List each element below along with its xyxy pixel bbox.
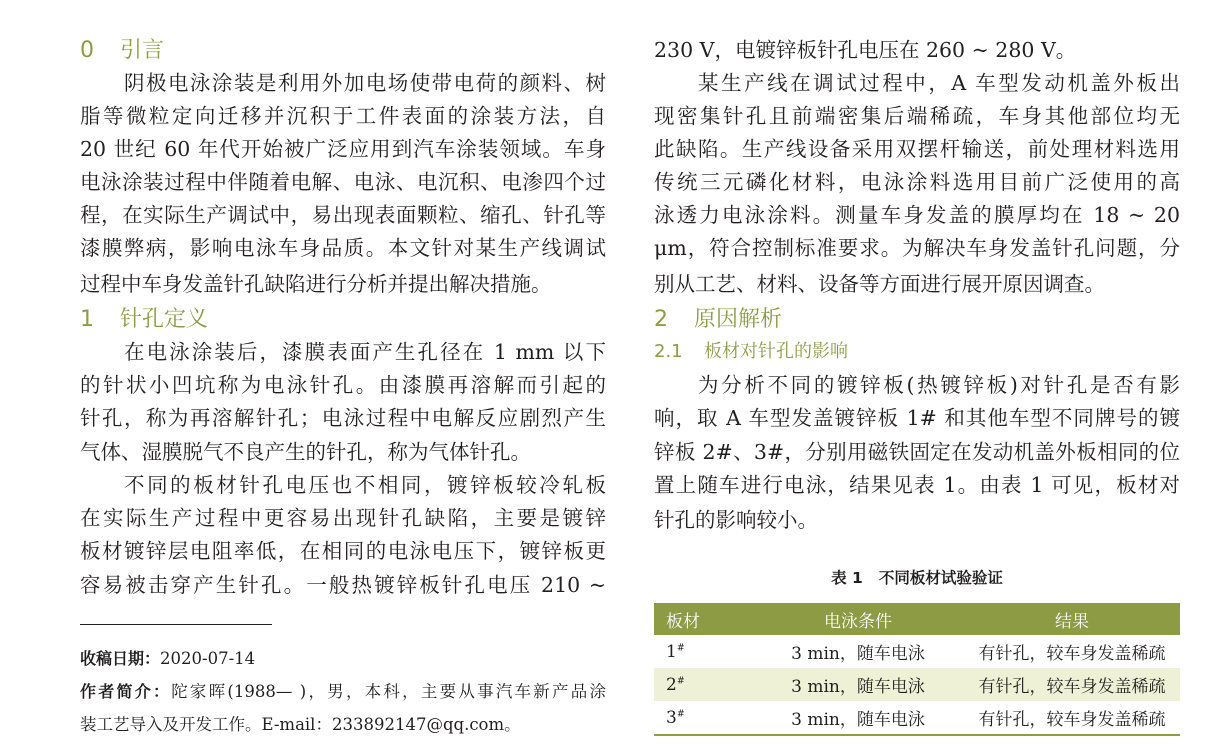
- paragraph-line: 230 V，电镀锌板针孔电压在 260 ~ 280 V。: [654, 38, 1077, 62]
- result-cell: 有针孔，较车身发盖稀疏: [964, 701, 1180, 735]
- footnote-divider: [80, 624, 272, 625]
- table-header-row: [654, 603, 1180, 635]
- section-2-heading: [654, 305, 782, 335]
- result-cell: 有针孔，较车身发盖稀疏: [978, 644, 1166, 664]
- paragraph-line: 漆膜弊病，影响电泳车身品质。本文针对某生产线调试: [80, 236, 606, 260]
- data-table: [654, 603, 1180, 736]
- section-title: 引言: [120, 38, 165, 63]
- paragraph-line: 20 世纪 60 年代开始被广泛应用到汽车涂装领域。车身: [80, 137, 606, 161]
- received-date: [80, 644, 606, 674]
- section-number: 2: [654, 307, 668, 332]
- author-label: 作者简介：: [80, 682, 172, 701]
- board-cell: [654, 635, 752, 668]
- paragraph-line: 脂等微粒定向迁移并沉积于工件表面的涂装方法，自: [80, 104, 606, 128]
- table-title: 不同板材试验验证: [878, 569, 1003, 587]
- column-header-board: 板材: [654, 603, 752, 635]
- section-2-1-heading: [654, 339, 848, 365]
- condition-cell: 3 min，随车电泳: [752, 668, 964, 701]
- table-row: [654, 635, 1180, 668]
- board-mark: #: [676, 707, 685, 719]
- result-cell: 有针孔，较车身发盖稀疏: [964, 668, 1180, 701]
- table-row: [654, 668, 1180, 701]
- paragraph-line: 现密集针孔且前端密集后端稀疏，车身其他部位均无: [654, 104, 1180, 128]
- paragraph-line: 置上随车进行电泳，结果见表 1。由表 1 可见，板材对: [654, 473, 1180, 497]
- column-header-condition: 电泳条件: [752, 603, 964, 635]
- board-number: 1: [666, 641, 677, 662]
- board-mark: #: [676, 674, 685, 686]
- paragraph-line: 传统三元磷化材料，电泳涂料选用目前广泛使用的高: [654, 170, 1180, 194]
- section-number: 0: [80, 38, 94, 63]
- paragraph-line: 针孔的影响较小。: [654, 508, 818, 532]
- condition-cell: 3 min，随车电泳: [791, 644, 925, 664]
- paragraph-line: 阴极电泳涂装是利用外加电场使带电荷的颜料、树: [124, 71, 606, 95]
- received-label: 收稿日期：: [80, 649, 161, 668]
- paragraph-line: 响，取 A 车型发盖镀锌板 1# 和其他车型不同牌号的镀: [654, 406, 1180, 430]
- paragraph-line: 此缺陷。生产线设备采用双摆杆输送，前处理材料选用: [654, 137, 1180, 161]
- paragraph-line: 电泳涂装过程中伴随着电解、电泳、电沉积、电渗四个过: [80, 170, 606, 194]
- author-bio-text: 陀家晖(1988— )，男，本科，主要从事汽车新产品涂: [171, 682, 606, 701]
- section-title: 针孔定义: [120, 307, 209, 332]
- paragraph-line: 板材镀锌层电阻率低，在相同的电泳电压下，镀锌板更: [80, 539, 606, 563]
- paragraph-line: 的针状小凹坑称为电泳针孔。由漆膜再溶解而引起的: [80, 373, 606, 397]
- board-number: 2: [666, 674, 677, 695]
- paragraph-line: 锌板 2#、3#，分别用磁铁固定在发动机盖外板相同的位: [654, 440, 1180, 464]
- section-0-heading: [80, 36, 164, 66]
- section-title: 原因解析: [694, 307, 783, 332]
- subsection-number: 2.1: [654, 341, 683, 362]
- paragraph-line: 气体、湿膜脱气不良产生的针孔，称为气体针孔。: [80, 440, 531, 464]
- paragraph-line: μm，符合控制标准要求。为解决车身发盖针孔问题，分: [654, 236, 1180, 260]
- board-mark: #: [676, 641, 685, 653]
- paragraph-line: 在电泳涂装后，漆膜表面产生孔径在 1 mm 以下: [124, 340, 606, 364]
- paragraph-line: 为分析不同的镀锌板(热镀锌板)对针孔是否有影: [698, 373, 1180, 397]
- paragraph-line: 容易被击穿产生针孔。一般热镀锌板针孔电压 210 ~: [80, 573, 606, 597]
- section-number: 1: [80, 307, 94, 332]
- table-row: [654, 701, 1180, 735]
- paragraph-line: 过程中车身发盖针孔缺陷进行分析并提出解决措施。: [80, 272, 552, 296]
- section-1-heading: [80, 305, 208, 335]
- paragraph-line: 不同的板材针孔电压也不相同，镀锌板较冷轧板: [124, 473, 606, 497]
- paragraph-line: 别从工艺、材料、设备等方面进行展开原因调查。: [654, 272, 1105, 296]
- paragraph-line: 在实际生产过程中更容易出现针孔缺陷，主要是镀锌: [80, 506, 606, 530]
- condition-cell: 3 min，随车电泳: [752, 701, 964, 735]
- subsection-title: 板材对针孔的影响: [704, 341, 848, 362]
- board-number: 3: [666, 707, 677, 728]
- paragraph-line: 某生产线在调试过程中，A 车型发动机盖外板出: [698, 71, 1180, 95]
- author-bio-line: 装工艺导入及开发工作。E-mail：233892147@qq.com。: [80, 715, 521, 734]
- table-number: 表 1: [831, 569, 863, 587]
- column-header-result: 结果: [964, 603, 1180, 635]
- paragraph-line: 程，在实际生产调试中，易出现表面颗粒、缩孔、针孔等: [80, 203, 606, 227]
- received-value: 2020-07-14: [160, 649, 256, 668]
- table-caption: [654, 566, 1180, 590]
- board-cell: [654, 701, 752, 735]
- board-cell: [654, 668, 752, 701]
- paragraph-line: 针孔，称为再溶解针孔；电泳过程中电解反应剧烈产生: [80, 406, 606, 430]
- author-bio-line: [80, 677, 606, 707]
- paragraph-line: 泳透力电泳涂料。测量车身发盖的膜厚均在 18 ~ 20: [654, 203, 1180, 227]
